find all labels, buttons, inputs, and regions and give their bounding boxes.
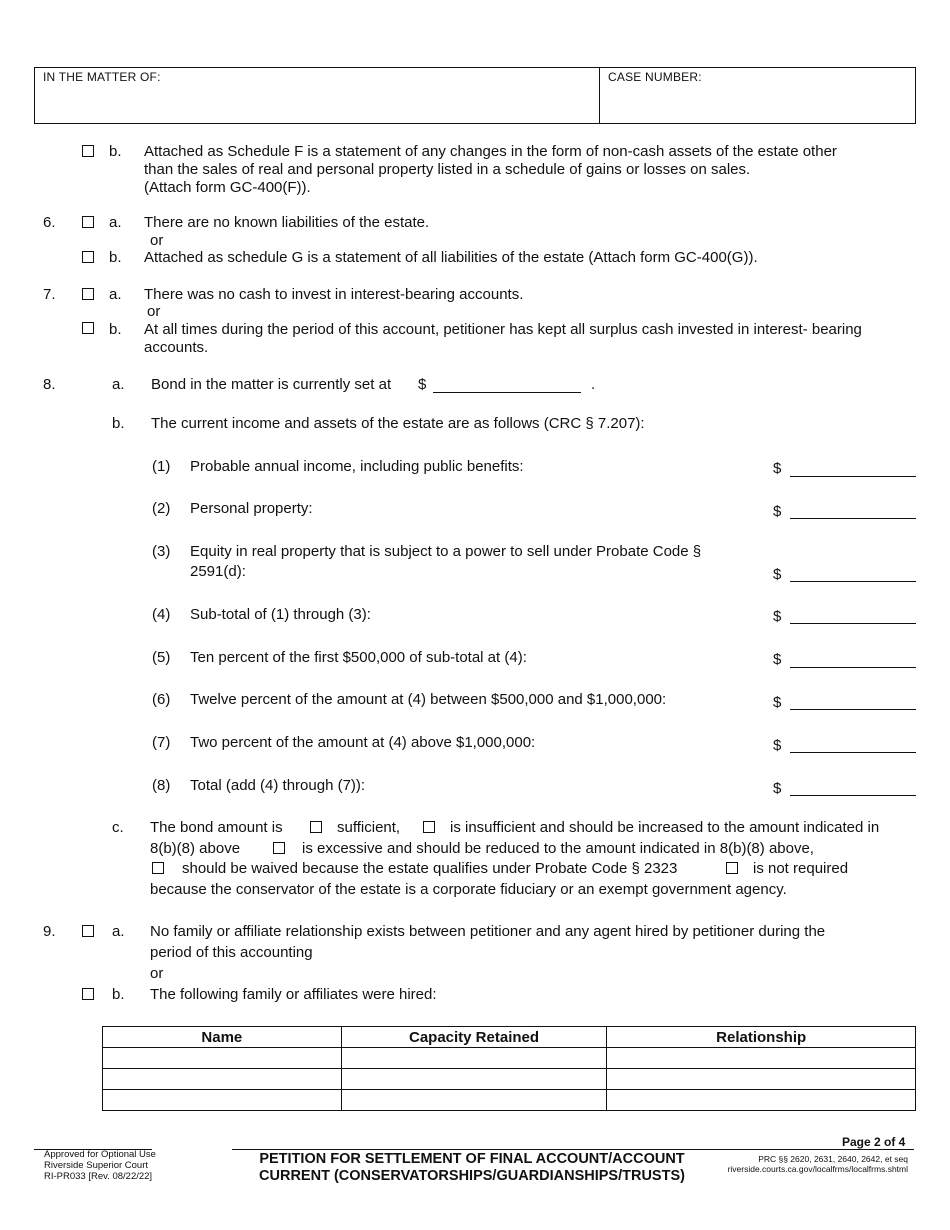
row8-label: Total (add (4) through (7)): <box>190 777 366 794</box>
item5b-checkbox[interactable] <box>82 145 94 157</box>
footer-form-title <box>232 1151 712 1185</box>
table-cell-name[interactable] <box>103 1048 342 1069</box>
row2-amount-field[interactable] <box>790 518 916 519</box>
row1-amount-field[interactable] <box>790 476 916 477</box>
row3-dollar: $ <box>773 566 782 583</box>
table-row <box>103 1048 916 1069</box>
table-cell-capacity[interactable] <box>341 1069 607 1090</box>
item6a-letter: a. <box>109 214 122 231</box>
item8c-above: 8(b)(8) above <box>150 840 241 857</box>
item6b-letter: b. <box>109 249 122 266</box>
item5b-text-line3: (Attach form GC-400(F)). <box>144 179 311 196</box>
footer-form-id: RI-PR033 [Rev. 08/22/22] <box>44 1171 153 1182</box>
item9a-text-line2: period of this accounting <box>150 944 313 961</box>
item6a-text: There are no known liabilities of the estate. <box>144 214 430 231</box>
footer-court: Riverside Superior Court <box>44 1160 149 1171</box>
row3-label-line1: Equity in real property that is subject to a power to sell under Probate Code § <box>190 543 702 560</box>
matter-field[interactable] <box>41 86 593 120</box>
bond-insufficient-label: is insufficient and should be increased to the amount indicated in <box>450 819 880 836</box>
item8b-text: The current income and assets of the estate are as follows (CRC § 7.207): <box>151 415 645 432</box>
row3-num: (3) <box>152 543 171 560</box>
item6b-checkbox[interactable] <box>82 251 94 263</box>
table-cell-relationship[interactable] <box>607 1069 916 1090</box>
row1-dollar: $ <box>773 460 782 477</box>
item6-number: 6. <box>43 214 56 231</box>
item8a-period: . <box>591 376 596 393</box>
item7a-letter: a. <box>109 286 122 303</box>
row6-label: Twelve percent of the amount at (4) between $500,000 and $1,000,000: <box>190 691 667 708</box>
item7b-letter: b. <box>109 321 122 338</box>
row7-amount-field[interactable] <box>790 752 916 753</box>
case-header-box <box>34 67 916 124</box>
item5b-text-line2: than the sales of real and personal property listed in a schedule of gains or losses on sales. <box>144 161 751 178</box>
item7b-text-line1: At all times during the period of this account, petitioner has kept all surplus cash invested in interest- bearing <box>144 321 862 338</box>
item8-number: 8. <box>43 376 56 393</box>
row6-num: (6) <box>152 691 171 708</box>
item8c-last-line: because the conservator of the estate is a corporate fiduciary or an exempt government agency. <box>150 881 787 898</box>
table-cell-relationship[interactable] <box>607 1090 916 1111</box>
footer-approved: Approved for Optional Use <box>44 1149 156 1160</box>
table-cell-name[interactable] <box>103 1069 342 1090</box>
row4-num: (4) <box>152 606 171 623</box>
row8-amount-field[interactable] <box>790 795 916 796</box>
footer-title-line1: PETITION FOR SETTLEMENT OF FINAL ACCOUNT/ACCOUNT <box>259 1151 685 1167</box>
item8b-letter: b. <box>112 415 125 432</box>
bond-sufficient-label: sufficient, <box>337 819 401 836</box>
row4-amount-field[interactable] <box>790 623 916 624</box>
item8a-text: Bond in the matter is currently set at <box>151 376 392 393</box>
col-header-relationship: Relationship <box>607 1027 916 1048</box>
footer-statutes: PRC §§ 2620, 2631, 2640, 2642, et seq <box>758 1154 908 1164</box>
item6b-text: Attached as schedule G is a statement of all liabilities of the estate (Attach form GC-400(G)). <box>144 249 758 266</box>
row3-amount-field[interactable] <box>790 581 916 582</box>
item9a-text-line1: No family or affiliate relationship exists between petitioner and any agent hired by petitioner during the <box>150 923 826 940</box>
bond-waived-checkbox[interactable] <box>152 862 164 874</box>
bond-excessive-checkbox[interactable] <box>273 842 285 854</box>
row2-label: Personal property: <box>190 500 313 517</box>
table-cell-name[interactable] <box>103 1090 342 1111</box>
item8a-letter: a. <box>112 376 125 393</box>
row7-dollar: $ <box>773 737 782 754</box>
item7b-text-line2: accounts. <box>144 339 209 356</box>
row4-label: Sub-total of (1) through (3): <box>190 606 371 623</box>
bond-not-required-checkbox[interactable] <box>726 862 738 874</box>
item7-number: 7. <box>43 286 56 303</box>
table-cell-capacity[interactable] <box>341 1090 607 1111</box>
row7-num: (7) <box>152 734 171 751</box>
row7-label: Two percent of the amount at (4) above $1,000,000: <box>190 734 536 751</box>
family-affiliates-table <box>102 1026 916 1111</box>
item8c-letter: c. <box>112 819 124 836</box>
header-divider <box>599 68 600 123</box>
row2-dollar: $ <box>773 503 782 520</box>
bond-excessive-label: is excessive and should be reduced to the amount indicated in 8(b)(8) above, <box>302 840 814 857</box>
item9a-checkbox[interactable] <box>82 925 94 937</box>
footer-left-block <box>44 1149 156 1182</box>
matter-label: IN THE MATTER OF: <box>43 70 161 84</box>
item8a-dollar: $ <box>418 376 427 393</box>
row5-amount-field[interactable] <box>790 667 916 668</box>
row1-num: (1) <box>152 458 171 475</box>
col-header-name: Name <box>103 1027 342 1048</box>
table-cell-capacity[interactable] <box>341 1048 607 1069</box>
row1-label: Probable annual income, including public benefits: <box>190 458 524 475</box>
item7b-checkbox[interactable] <box>82 322 94 334</box>
item7a-text: There was no cash to invest in interest-bearing accounts. <box>144 286 524 303</box>
row8-num: (8) <box>152 777 171 794</box>
footer-rule-right <box>232 1149 914 1150</box>
case-number-label: CASE NUMBER: <box>608 70 702 84</box>
bond-amount-field[interactable] <box>433 392 581 393</box>
row8-dollar: $ <box>773 780 782 797</box>
page-number: Page 2 of 4 <box>842 1135 906 1149</box>
row4-dollar: $ <box>773 608 782 625</box>
footer-title-line2: CURRENT (CONSERVATORSHIPS/GUARDIANSHIPS/TRUSTS) <box>259 1168 685 1184</box>
row6-amount-field[interactable] <box>790 709 916 710</box>
item7a-checkbox[interactable] <box>82 288 94 300</box>
col-header-capacity: Capacity Retained <box>341 1027 607 1048</box>
item9b-text: The following family or affiliates were hired: <box>150 986 437 1003</box>
item7-or: or <box>147 303 161 320</box>
bond-not-required-label: is not required <box>753 860 849 877</box>
row3-label-line2: 2591(d): <box>190 563 246 580</box>
footer-website: riverside.courts.ca.gov/localfrms/localfrms.shtml <box>727 1164 908 1174</box>
item5b-letter: b. <box>109 143 122 160</box>
item6-or: or <box>150 232 164 249</box>
item9b-letter: b. <box>112 986 125 1003</box>
row5-dollar: $ <box>773 651 782 668</box>
row6-dollar: $ <box>773 694 782 711</box>
row5-num: (5) <box>152 649 171 666</box>
table-header-row <box>103 1027 916 1048</box>
table-row <box>103 1069 916 1090</box>
item9-number: 9. <box>43 923 56 940</box>
item6a-checkbox[interactable] <box>82 216 94 228</box>
footer-right-block <box>700 1154 908 1174</box>
item9-or: or <box>150 965 164 982</box>
table-row <box>103 1090 916 1111</box>
bond-insufficient-checkbox[interactable] <box>423 821 435 833</box>
row5-label: Ten percent of the first $500,000 of sub-total at (4): <box>190 649 527 666</box>
item9b-checkbox[interactable] <box>82 988 94 1000</box>
table-cell-relationship[interactable] <box>607 1048 916 1069</box>
item8c-intro: The bond amount is <box>150 819 283 836</box>
bond-waived-label: should be waived because the estate qualifies under Probate Code § 2323 <box>182 860 678 877</box>
bond-sufficient-checkbox[interactable] <box>310 821 322 833</box>
case-number-field[interactable] <box>605 86 910 120</box>
item9a-letter: a. <box>112 923 125 940</box>
item5b-text-line1: Attached as Schedule F is a statement of any changes in the form of non-cash assets of the estate other <box>144 143 837 160</box>
row2-num: (2) <box>152 500 171 517</box>
